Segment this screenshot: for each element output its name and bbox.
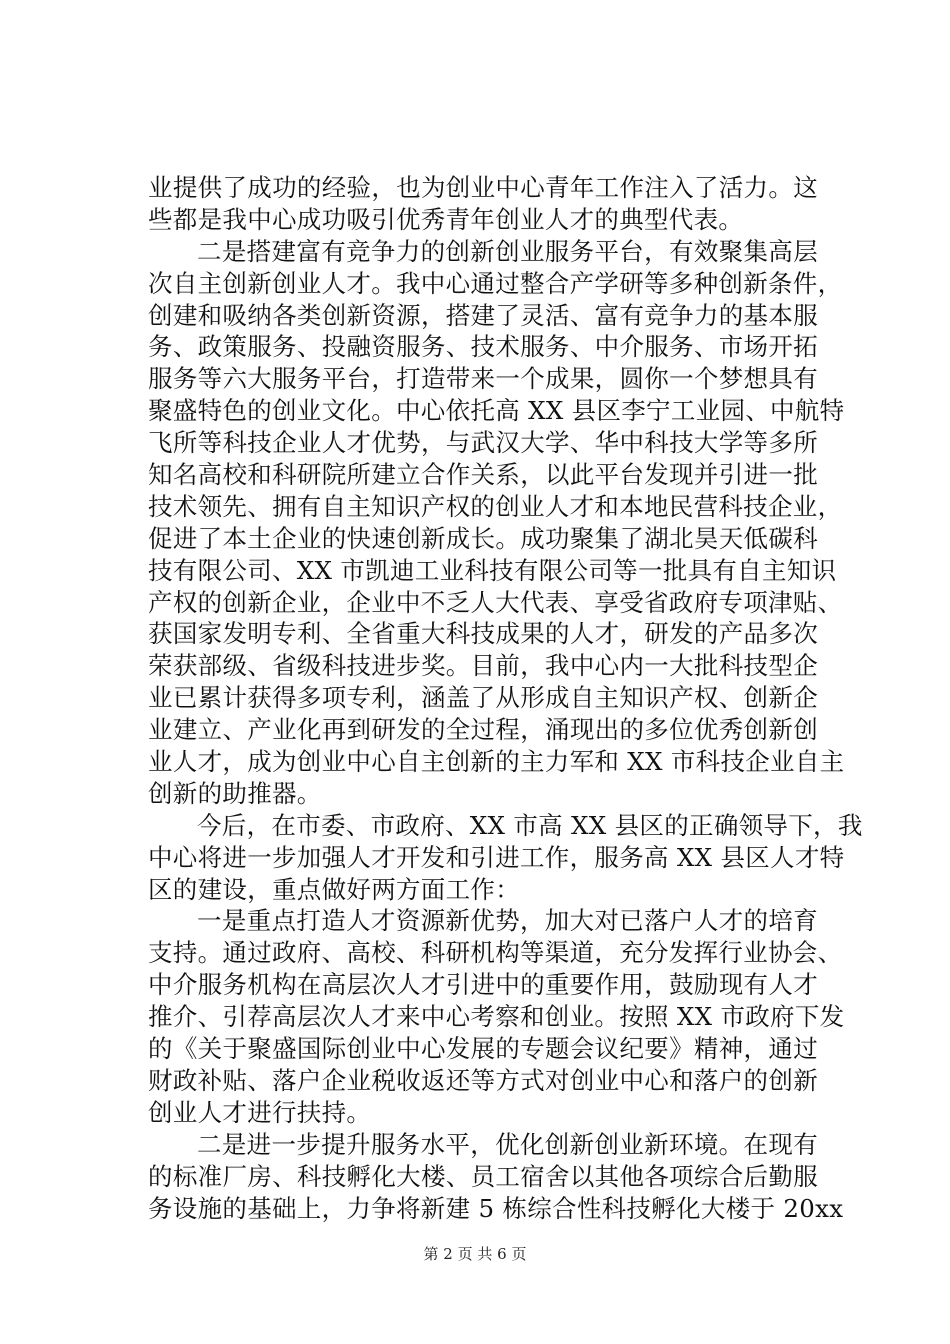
text-line: 一是重点打造人才资源新优势，加大对已落户人才的培育 [197, 906, 818, 936]
text-line: 获国家发明专利、全省重大科技成果的人才，研发的产品多次 [148, 619, 818, 649]
text-line: 知名高校和科研院所建立合作关系，以此平台发现并引进一批 [148, 460, 818, 490]
text-line: 技术领先、拥有自主知识产权的创业人才和本地民营科技企业， [148, 491, 843, 521]
text-line: 次自主创新创业人才。我中心通过整合产学研等多种创新条件， [148, 268, 843, 298]
text-line: 业建立、产业化再到研发的全过程，涌现出的多位优秀创新创 [148, 715, 818, 745]
text-line: 些都是我中心成功吸引优秀青年创业人才的典型代表。 [148, 204, 744, 234]
text-line: 的标准厂房、科技孵化大楼、员工宿舍以其他各项综合后勤服 [148, 1161, 818, 1191]
text-line: 技有限公司、XX 市凯迪工业科技有限公司等一批具有自主知识 [148, 555, 837, 585]
text-line: 服务等六大服务平台，打造带来一个成果，圆你一个梦想具有 [148, 364, 818, 394]
text-line: 聚盛特色的创业文化。中心依托高 XX 县区李宁工业园、中航特 [148, 396, 845, 426]
text-line: 创业人才进行扶持。 [148, 1097, 372, 1127]
text-line: 务设施的基础上，力争将新建 5 栋综合性科技孵化大楼于 20xx [148, 1193, 844, 1223]
text-line: 中介服务机构在高层次人才引进中的重要作用，鼓励现有人才 [148, 970, 818, 1000]
text-line: 支持。通过政府、高校、科研机构等渠道，充分发挥行业协会、 [148, 938, 843, 968]
text-line: 二是进一步提升服务水平，优化创新创业新环境。在现有 [197, 1129, 818, 1159]
text-line: 荣获部级、省级科技进步奖。目前，我中心内一大批科技型企 [148, 651, 818, 681]
text-line: 今后，在市委、市政府、XX 市高 XX 县区的正确领导下，我 [197, 810, 863, 840]
text-line: 二是搭建富有竞争力的创新创业服务平台，有效聚集高层 [197, 236, 818, 266]
text-line: 的《关于聚盛国际创业中心发展的专题会议纪要》精神，通过 [148, 1034, 818, 1064]
document-body [148, 172, 863, 1224]
text-line: 区的建设，重点做好两方面工作： [148, 874, 520, 904]
text-line: 推介、引荐高层次人才来中心考察和创业。按照 XX 市政府下发 [148, 1002, 845, 1032]
text-line: 业提供了成功的经验，也为创业中心青年工作注入了活力。这 [148, 173, 818, 202]
text-line: 产权的创新企业，企业中不乏人大代表、享受省政府专项津贴、 [148, 587, 843, 617]
text-line: 财政补贴、落户企业税收返还等方式对创业中心和落户的创新 [148, 1065, 818, 1095]
text-line: 务、政策服务、投融资服务、技术服务、中介服务、市场开拓 [148, 332, 818, 362]
text-line: 业人才，成为创业中心自主创新的主力军和 XX 市科技企业自主 [148, 747, 845, 777]
text-line: 飞所等科技企业人才优势，与武汉大学、华中科技大学等多所 [148, 428, 818, 458]
text-line: 业已累计获得多项专利，涵盖了从形成自主知识产权、创新企 [148, 683, 818, 713]
text-line: 中心将进一步加强人才开发和引进工作，服务高 XX 县区人才特 [148, 842, 845, 872]
text-line: 创新的助推器。 [148, 778, 322, 808]
text-line: 创建和吸纳各类创新资源，搭建了灵活、富有竞争力的基本服 [148, 300, 818, 330]
text-line: 促进了本土企业的快速创新成长。成功聚集了湖北昊天低碳科 [148, 523, 818, 553]
page-footer: 第 2 页 共 6 页 [423, 1245, 527, 1263]
